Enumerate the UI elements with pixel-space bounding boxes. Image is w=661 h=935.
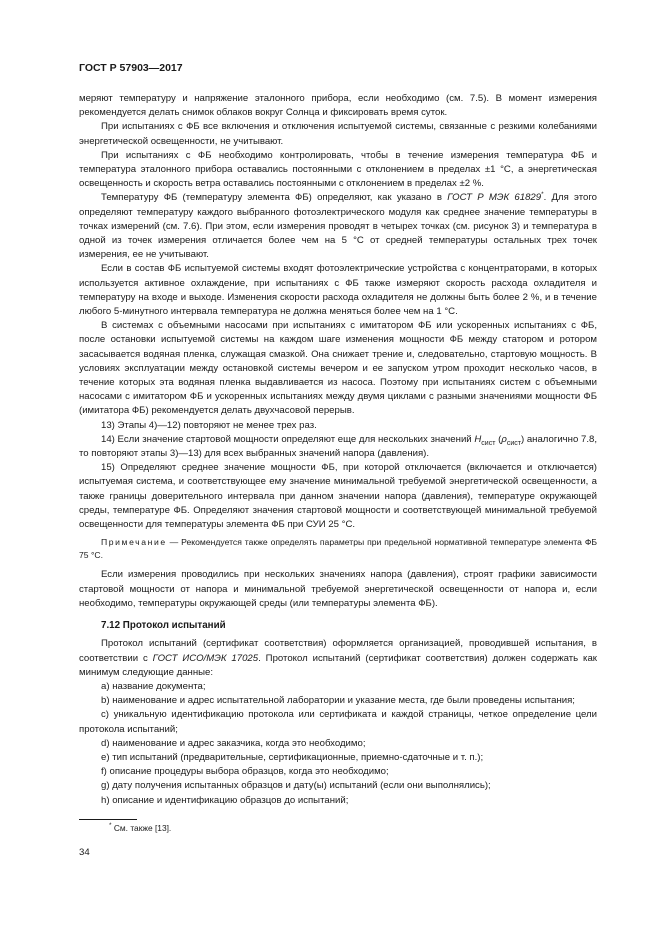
list-item: g) дату получения испытанных образцов и дату(ы) испытаний (если они выполнялись); — [101, 780, 491, 792]
head-symbol: H — [474, 433, 482, 445]
gost-iec-61829-reference: ГОСТ Р МЭК 61829 — [447, 192, 542, 204]
footnote — [79, 822, 597, 834]
list-item: f) описание процедуры выбора образцов, когда это необходимо; — [101, 766, 389, 778]
section-intro — [79, 637, 597, 680]
paragraph-5: Если в состав ФБ испытуемой системы входят фотоэлектрические устройства с концентраторами, в которых используется активное охлаждение, при испытаниях с ФБ также измеряют скорость расхода охладителя и температуру на входе и выходе. Изменения скорости расхода охладителя не должны быть более 2 %, и в течение любого 5-минутного интервала температура не должна меняться более чем на 1 °С. — [79, 263, 597, 318]
step-14 — [79, 433, 597, 461]
footnote-divider — [79, 819, 137, 820]
paragraph-4-text-a: Температуру ФБ (температуру элемента ФБ) определяют, как указано в — [101, 192, 448, 204]
head-subscript: сист — [481, 439, 496, 447]
step-15: 15) Определяют среднее значение мощности ФБ, при которой отключается (включается и отключается) испытуемая система, и соответствующее ему значение минимальной требуемой энергетической освещенности, а также границы доверительного интервала при данном значении напора (давления), температуре окружающей среды, температуре ФБ. Определяют значения стартовой мощности и соответствующей минимальной требуемой освещенности для температуры элемента ФБ при СУИ 25 °С. — [79, 462, 597, 531]
paragraph-1: меряют температуру и напряжение эталонного прибора, если необходимо (см. 7.5). В момент измерения рекомендуется делать снимок облаков вокруг Солнца и фиксировать время суток. — [79, 93, 597, 119]
paragraph-6: В системах с объемными насосами при испытаниях с имитатором ФБ или ускоренных испытаниях с ФБ, после остановки испытуемой системы на каждом шаге изменения мощности ФБ между статором и ротором засасывается водяная пленка, служащая смазкой. Она снижает трение и, следовательно, стартовую мощность. В условиях эксплуатации между остановкой системы вечером и ее запуском утром проходит несколько часов, в течение которых эта водяная пленка выдавливается из насоса. Поэтому при испытаниях систем с объемными насосами с имитатором ФБ и ускоренных испытаниях между двумя циклами с разными значениями мощности ФБ (имитатора ФБ) рекомендуется делать двухчасовой перерыв. — [79, 320, 597, 417]
paragraph-3: При испытаниях с ФБ необходимо контролировать, чтобы в течение измерения температура ФБ и температура эталонного прибора оставались постоянными с отклонением в пределах ±1 °С, а энергетическая освещенность и скорость ветра оставались постоянными с отклонением в пределах ±2 %. — [79, 149, 597, 190]
page-number: 34 — [79, 847, 90, 858]
section-intro-text-a: Протокол испытаний (сертификат соответствия) оформляется организацией, проводившей испытания, в соответствии с — [79, 638, 597, 664]
footnote-text: См. также [13]. — [111, 822, 172, 833]
step-14-text-a: 14) Если значение стартовой мощности определяют еще для нескольких значений — [101, 433, 475, 445]
list-item: d) наименование и адрес заказчика, когда это необходимо; — [101, 737, 366, 749]
list-item: e) тип испытаний (предварительные, сертификационные, приемно-сдаточные и т. п.); — [101, 751, 484, 763]
pressure-subscript: сист — [506, 439, 521, 447]
list-item: h) описание и идентификацию образцов до испытаний; — [101, 794, 349, 806]
paragraph-graphs: Если измерения проводились при нескольких значениях напора (давления), строят графики зависимости стартовой мощности от напора и минимальной требуемой энергетической освещенности от напора и, если необходимо, температуры окружающей среды (или температуры элемента ФБ). — [79, 569, 597, 609]
step-14-paren: ( — [495, 433, 502, 445]
note — [79, 536, 597, 561]
gost-iso-iec-17025-reference: ГОСТ ИСО/МЭК 17025 — [152, 652, 259, 664]
pressure-symbol: ρ — [501, 433, 507, 445]
footnote-marker: * — [541, 191, 544, 199]
note-text: — Рекомендуется также определять параметры при предельной нормативной температуре элемента ФБ 75 °С. — [79, 537, 597, 560]
footnote-mark: * — [109, 821, 112, 829]
section-heading-7-12: 7.12 Протокол испытаний — [101, 620, 226, 632]
step-14-text-b: ) аналогично 7.8, то повторяют этапы 3)—13) для всех выбранных значений напора (давления). — [79, 433, 597, 460]
paragraph-4-text-b: . Для этого определяют температуру каждого выбранного фотоэлектрического модуля как среднее значение температуры в точках измерений (см. 7.6). При этом, если измерения проводят в четырех точках (см. рисунок 3) и температура в одной из точек измерения отличается более чем на 5 °С от средней температуры остальных трех точек измерения, ее не учитывают. — [79, 192, 597, 261]
standard-header: ГОСТ Р 57903—2017 — [79, 62, 183, 74]
step-13: 13) Этапы 4)—12) повторяют не менее трех раз. — [101, 419, 317, 431]
section-intro-text-b: . Протокол испытаний (сертификат соответствия) должен содержать как минимум следующие данные: — [79, 652, 598, 678]
list-item: b) наименование и адрес испытательной лаборатории и указание места, где были проведены испытания; — [101, 695, 575, 707]
list-item: c) уникальную идентификацию протокола или сертификата и каждой страницы, четкое определение цели протокола испытаний; — [79, 709, 597, 735]
report-contents-list — [79, 680, 597, 808]
list-item: a) название документа; — [101, 680, 206, 692]
paragraph-2: При испытаниях с ФБ все включения и отключения испытуемой системы, связанные с резкими колебаниями энергетической освещенности, не учитывают. — [79, 121, 597, 147]
paragraph-4 — [79, 191, 597, 262]
note-label: Примечание — [101, 537, 167, 548]
